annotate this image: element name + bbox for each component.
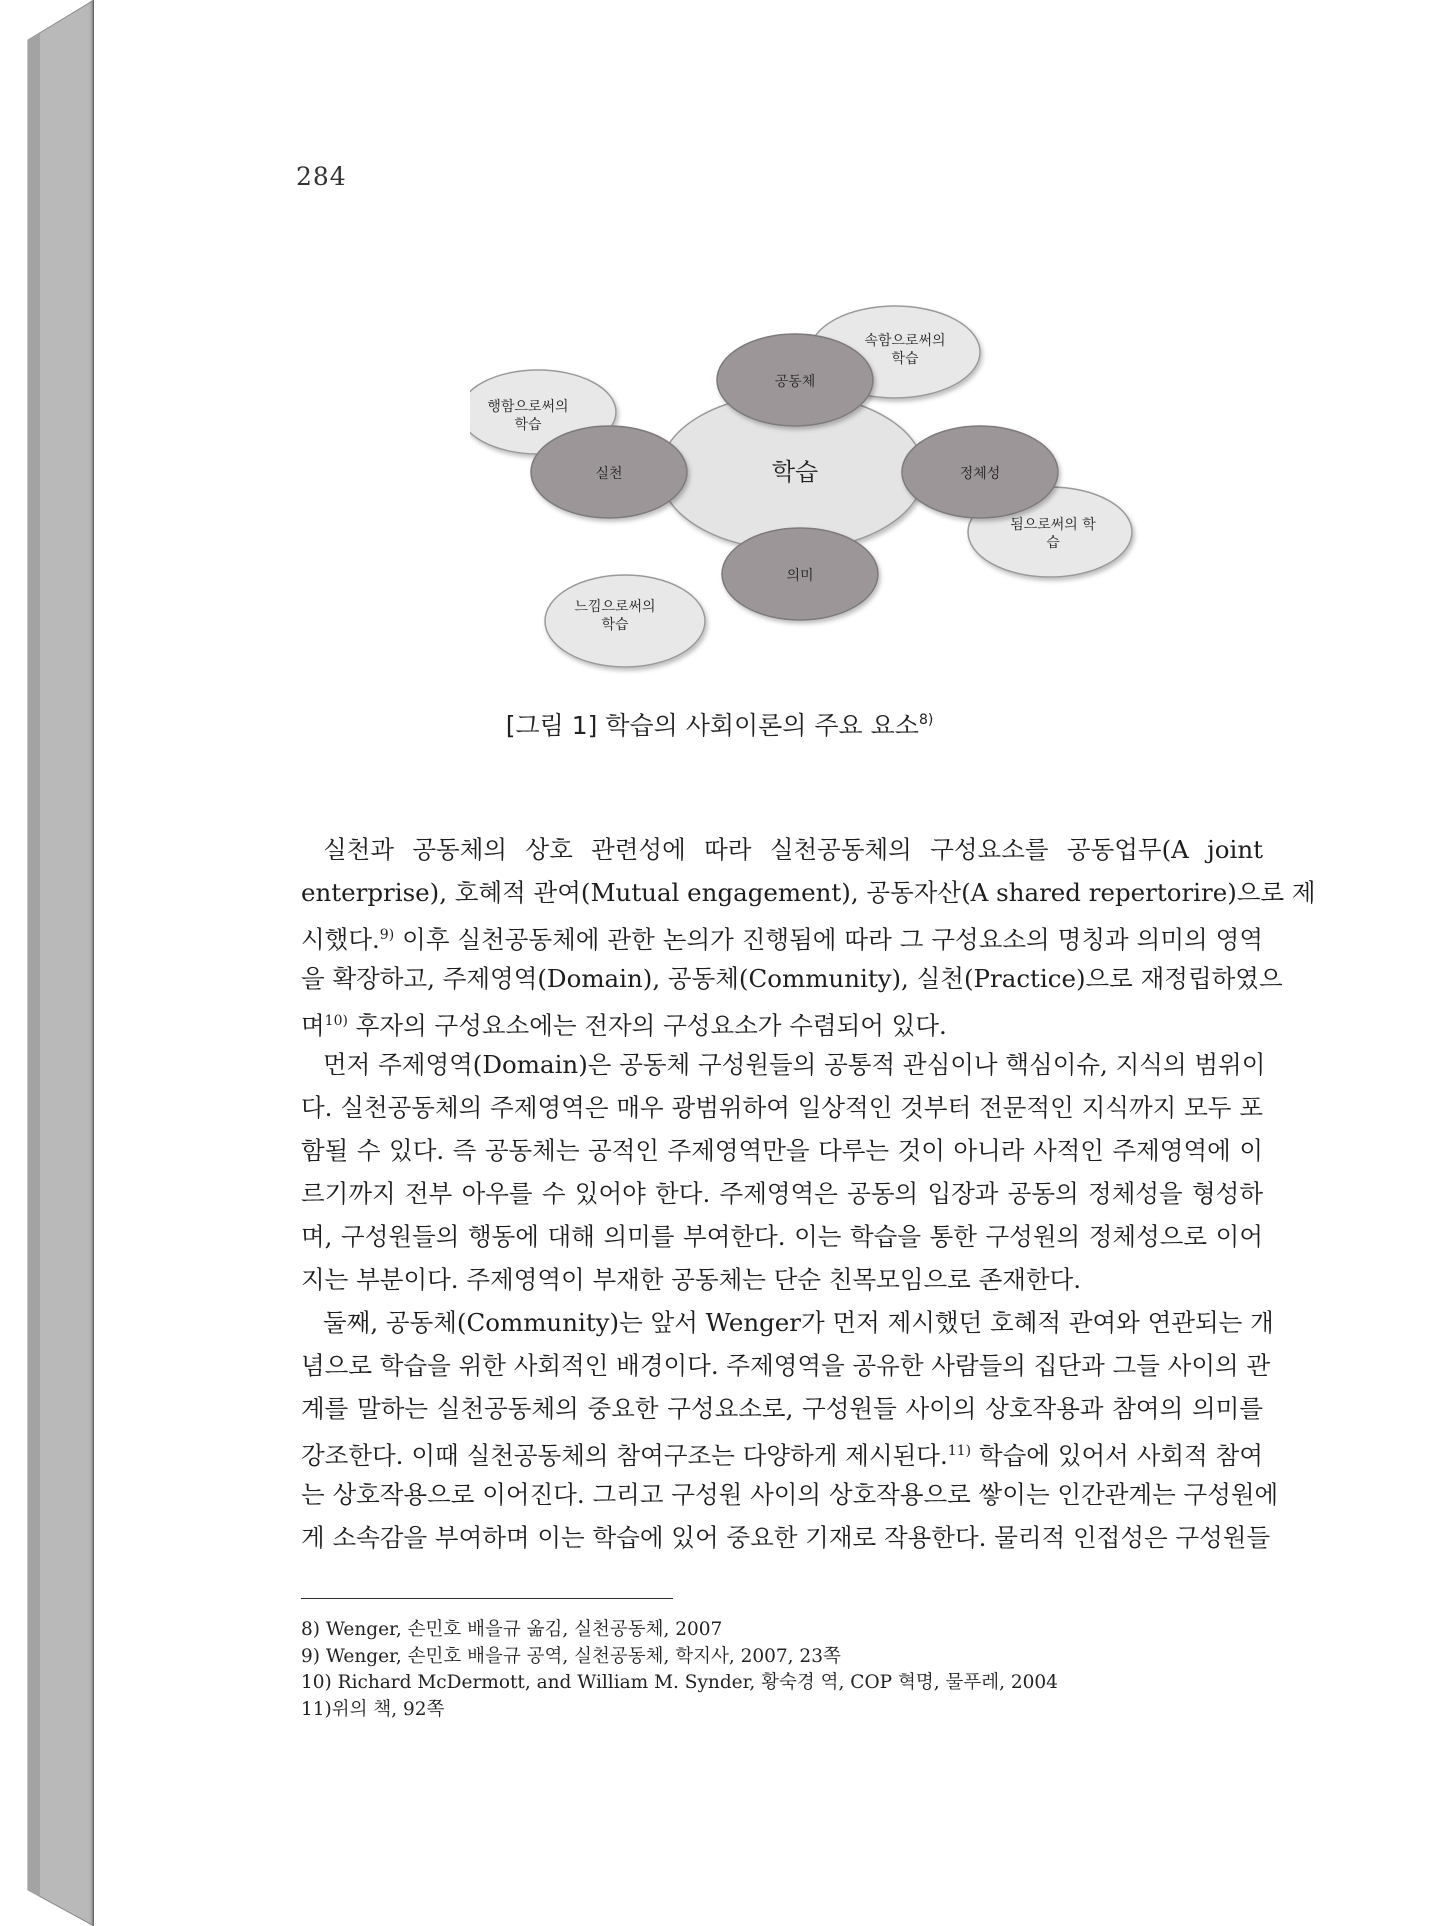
label-practice: 실천 [595, 466, 623, 482]
label-doing-1: 행함으로써의 [487, 399, 569, 415]
book-spine-edge [0, 0, 100, 1926]
p3-line-2: 념으로 학습을 위한 사회적인 배경이다. 주제영역을 공유한 사람들의 집단과 그들 사이의 관 [301, 1351, 1271, 1380]
p3-line-4: 강조한다. 이때 실천공동체의 참여구조는 다양하게 제시된다.$^{11)}$ 학습에 있어서 사회적 참여 [301, 1441, 1263, 1470]
p3-line-3: 계를 말하는 실천공동체의 중요한 구성요소로, 구성원들 사이의 상호작용과 참여의 의미를 [301, 1394, 1263, 1423]
label-meaning: 의미 [786, 568, 814, 584]
p2-line-6: 지는 부분이다. 주제영역이 부재한 공동체는 단순 친목모임으로 존재한다. [301, 1265, 1082, 1294]
footnotes [301, 1617, 1201, 1723]
label-becoming-1: 됨으로써의 학 [1010, 517, 1096, 533]
footnote-ref-9: 9) [379, 927, 395, 943]
label-experience-1: 느낌으로써의 [574, 599, 656, 615]
p3-line-6: 게 소속감을 부여하며 이는 학습에 있어 중요한 기재로 작용한다. 물리적 인접성은 구성원들 [301, 1523, 1271, 1552]
body-text [301, 828, 1316, 1559]
learning-theory-diagram [470, 300, 1150, 680]
p2-line-1: 먼저 주제영역(Domain)은 공동체 구성원들의 공통적 관심이나 핵심이슈, 지식의 범위이 [323, 1050, 1266, 1079]
footnote-10: 10) Richard McDermott, and William M. Synder, 황숙경 역, COP 혁명, 물푸레, 2004 [301, 1672, 1058, 1693]
footnote-ref-11: 11) [947, 1443, 972, 1459]
p1-line-4: 을 확장하고, 주제영역(Domain), 공동체(Community), 실천(Practice)으로 재정립하였으 [301, 964, 1283, 993]
label-doing-2: 학습 [514, 417, 542, 433]
label-becoming-2: 습 [1046, 535, 1060, 551]
p3-line-5: 는 상호작용으로 이어진다. 그리고 구성원 사이의 상호작용으로 쌓이는 인간관계는 구성원에 [301, 1480, 1279, 1509]
footnote-11: 11)위의 책, 92쪽 [301, 1698, 445, 1720]
page-number: 284 [296, 162, 347, 191]
label-identity: 정체성 [959, 466, 1001, 482]
p1-line-3: 시했다.$^{9)}$ 이후 실천공동체에 관한 논의가 진행됨에 따라 그 구성요소의 명칭과 의미의 영역 [301, 925, 1263, 954]
label-belonging-2: 학습 [891, 351, 919, 367]
label-community: 공동체 [774, 374, 816, 390]
label-experience-2: 학습 [601, 617, 629, 633]
figure-caption-text: [그림 1] 학습의 사회이론의 주요 요소 [505, 711, 919, 740]
p2-line-5: 며, 구성원들의 행동에 대해 의미를 부여한다. 이는 학습을 통한 구성원의 정체성으로 이어 [301, 1222, 1263, 1251]
p2-line-3: 함될 수 있다. 즉 공동체는 공적인 주제영역만을 다루는 것이 아니라 사적인 주제영역에 이 [301, 1136, 1263, 1165]
p1-line-1: 실천과 공동체의 상호 관련성에 따라 실천공동체의 구성요소를 공동업무(A joint [323, 835, 1263, 864]
label-belonging-1: 속함으로써의 [864, 333, 946, 349]
p1-line-2: enterprise), 호혜적 관여(Mutual engagement), 공동자산(A shared repertorire)으로 제 [301, 878, 1316, 907]
figure-caption [0, 706, 1439, 742]
footnote-8: 8) Wenger, 손민호 배을규 옮김, 실천공동체, 2007 [301, 1619, 723, 1640]
p2-line-4: 르기까지 전부 아우를 수 있어야 한다. 주제영역은 공동의 입장과 공동의 정체성을 형성하 [301, 1179, 1263, 1208]
p2-line-2: 다. 실천공동체의 주제영역은 매우 광범위하여 일상적인 것부터 전문적인 지식까지 모두 포 [301, 1093, 1263, 1122]
label-center-learning: 학습 [771, 458, 819, 486]
p3-line-1: 둘째, 공동체(Community)는 앞서 Wenger가 먼저 제시했던 호혜적 관여와 연관되는 개 [323, 1308, 1274, 1337]
p1-line-5: 며$^{10)}$ 후자의 구성요소에는 전자의 구성요소가 수렴되어 있다. [301, 1011, 947, 1040]
footnote-9: 9) Wenger, 손민호 배을규 공역, 실천공동체, 학지사, 2007, 23쪽 [301, 1645, 841, 1667]
footnote-divider [301, 1598, 673, 1599]
footnote-ref-10: 10) [324, 1013, 348, 1029]
caption-footnote-ref: 8) [918, 712, 934, 728]
